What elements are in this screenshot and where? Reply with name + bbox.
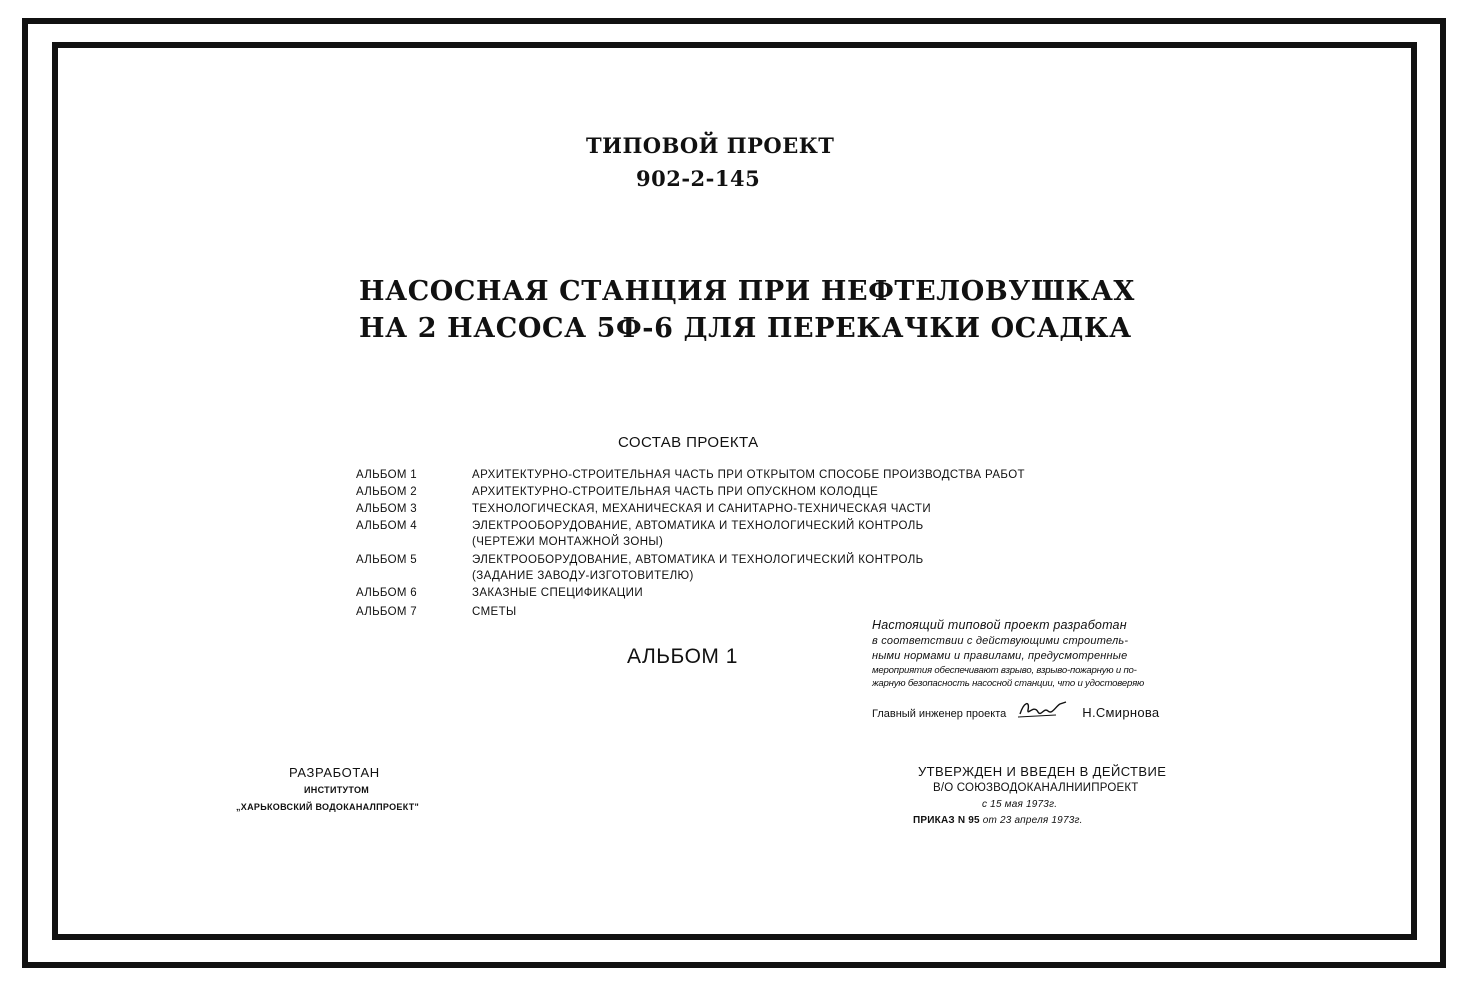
album-label: АЛЬБОМ 5: [356, 554, 417, 566]
album-description: АРХИТЕКТУРНО-СТРОИТЕЛЬНАЯ ЧАСТЬ ПРИ ОТКРЫТОМ СПОСОБЕ ПРОИЗВОДСТВА РАБОТ: [472, 469, 1025, 481]
album-description-note: (ЧЕРТЕЖИ МОНТАЖНОЙ ЗОНЫ): [472, 536, 664, 548]
signer-title: Главный инженер проекта: [872, 708, 1007, 720]
order-date: от 23 апреля 1973г.: [982, 815, 1083, 826]
developer-line-1: РАЗРАБОТАН: [289, 765, 380, 780]
order-prefix: ПРИКАЗ: [913, 815, 955, 826]
signer-name: Н.Смирнова: [1082, 705, 1160, 720]
album-description: ТЕХНОЛОГИЧЕСКАЯ, МЕХАНИЧЕСКАЯ И САНИТАРНО-ТЕХНИЧЕСКАЯ ЧАСТИ: [472, 503, 932, 515]
doc-type: ТИПОВОЙ ПРОЕКТ: [586, 133, 835, 158]
approval-line-1: УТВЕРЖДЕН И ВВЕДЕН В ДЕЙСТВИЕ: [918, 764, 1167, 779]
signature-scribble-icon: [1016, 698, 1072, 720]
compliance-note-line: Настоящий типовой проект разработан: [872, 618, 1127, 632]
album-label: АЛЬБОМ 2: [356, 486, 417, 498]
album-description: ЗАКАЗНЫЕ СПЕЦИФИКАЦИИ: [472, 587, 643, 599]
developer-institute: „ХАРЬКОВСКИЙ ВОДОКАНАЛПРОЕКТ": [236, 802, 420, 812]
developer-line-2: ИНСТИТУТОМ: [304, 785, 370, 795]
current-album: АЛЬБОМ 1: [627, 645, 738, 668]
album-label: АЛЬБОМ 1: [356, 469, 417, 481]
contents-heading: СОСТАВ ПРОЕКТА: [618, 434, 759, 451]
title-line-2: НА 2 НАСОСА 5Ф-6 ДЛЯ ПЕРЕКАЧКИ ОСАДКА: [359, 313, 1132, 344]
album-description: ЭЛЕКТРООБОРУДОВАНИЕ, АВТОМАТИКА И ТЕХНОЛОГИЧЕСКИЙ КОНТРОЛЬ: [472, 520, 924, 532]
compliance-note-line: жарную безопасность насосной станции, что и удостоверяю: [872, 678, 1145, 689]
album-description: АРХИТЕКТУРНО-СТРОИТЕЛЬНАЯ ЧАСТЬ ПРИ ОПУСКНОМ КОЛОДЦЕ: [472, 486, 879, 498]
doc-number: 902-2-145: [636, 166, 761, 191]
compliance-note-line: в соответствии с действующими строитель-: [872, 635, 1129, 647]
approval-date: с 15 мая 1973г.: [982, 799, 1058, 810]
album-description-note: (ЗАДАНИЕ ЗАВОДУ-ИЗГОТОВИТЕЛЮ): [472, 570, 694, 582]
album-description: ЭЛЕКТРООБОРУДОВАНИЕ, АВТОМАТИКА И ТЕХНОЛОГИЧЕСКИЙ КОНТРОЛЬ: [472, 554, 924, 566]
album-label: АЛЬБОМ 6: [356, 587, 417, 599]
approval-organization: В/О СОЮЗВОДОКАНАЛНИИПРОЕКТ: [933, 782, 1139, 794]
signature-line: [872, 698, 1159, 720]
album-label: АЛЬБОМ 7: [356, 606, 417, 618]
album-label: АЛЬБОМ 4: [356, 520, 417, 532]
approval-order: [913, 815, 1083, 826]
order-number: N 95: [957, 815, 980, 826]
compliance-note-line: мероприятия обеспечивают взрыво, взрыво-пожарную и по-: [872, 665, 1137, 676]
album-description: СМЕТЫ: [472, 606, 517, 618]
album-label: АЛЬБОМ 3: [356, 503, 417, 515]
title-line-1: НАСОСНАЯ СТАНЦИЯ ПРИ НЕФТЕЛОВУШКАХ: [359, 276, 1135, 307]
compliance-note-line: ными нормами и правилами, предусмотренные: [872, 650, 1128, 662]
